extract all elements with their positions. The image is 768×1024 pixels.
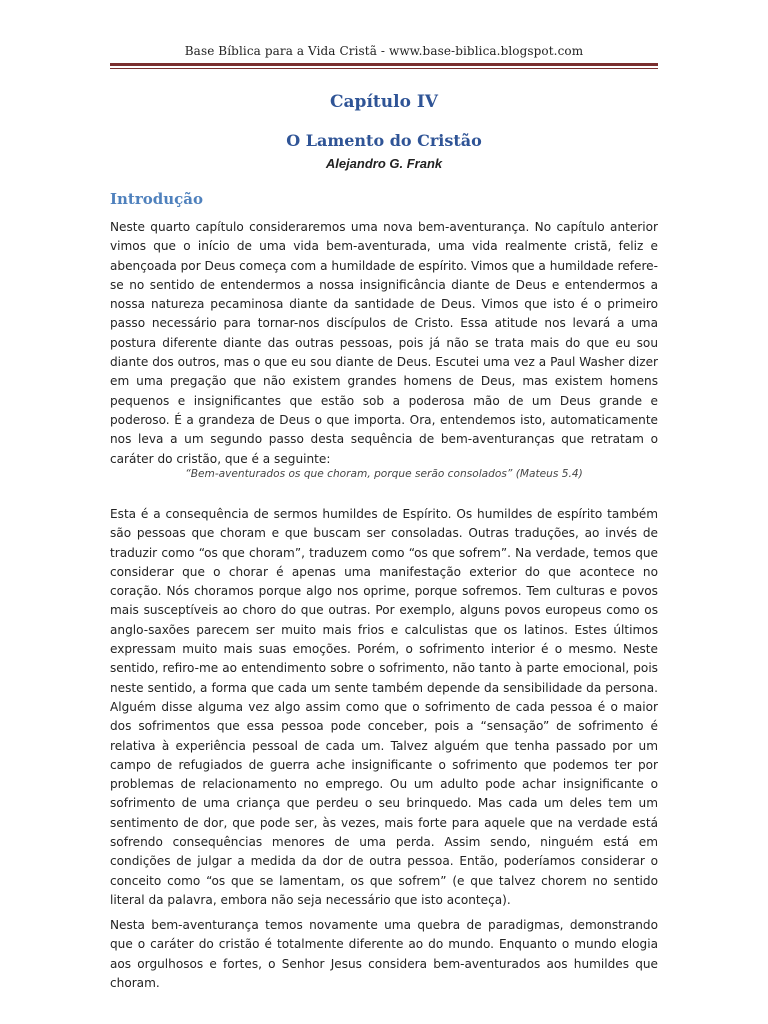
page-header: Base Bíblica para a Vida Cristã - www.base-biblica.blogspot.com bbox=[184, 44, 584, 58]
chapter-heading: Capítulo IV bbox=[330, 92, 438, 112]
author-name: Alejandro G. Frank bbox=[325, 156, 443, 171]
header-rule-thin bbox=[110, 68, 658, 69]
chapter-title: O Lamento do Cristão bbox=[286, 131, 482, 150]
section-heading: Introdução bbox=[110, 190, 204, 208]
paragraph-paradigm: Nesta bem-aventurança temos novamente uma quebra de paradigmas, demonstrando que o caráter do cristão é totalmente diferente ao do mundo. Enquanto o mundo elogia aos orgulhosos e fortes, o Senhor Jesus considera bem-aventurados aos humildes que choram. bbox=[110, 918, 658, 990]
scripture-quote: “Bem-aventurados os que choram, porque serão consolados” (Mateus 5.4) bbox=[185, 468, 583, 480]
paragraph-consequence: Esta é a consequência de sermos humildes de Espírito. Os humildes de espírito também são pessoas que choram e que buscam ser consoladas. Outras traduções, ao invés de traduzir como “os que choram”, traduzem como “os que sofrem”. Na verdade, temos que considerar que o chorar é apenas uma manifestação exterior do que acontece no coração. Nós choramos porque algo nos oprime, porque sofremos. Tem culturas e povos mais susceptíveis ao choro do que outras. Por exemplo, alguns povos europeus como os anglo-saxões parecem ser muito mais frios e calculistas que os latinos. Estes últimos expressam muito mais suas emoções. Porém, o sofrimento interior é o mesmo. Neste sentido, refiro-me ao entendimento sobre o sofrimento, não tanto à parte emocional, pois neste sentido, a forma que cada um sente também depende da sensibilidade da persona. Alguém disse alguma vez algo assim como que o sofrimento de cada pessoa é o maior dos sofrimentos que essa pessoa pode conceber, pois a “sensação” de sofrimento é relativa à experiência pessoal de cada um. Talvez alguém que tenha passado por um campo de refugiados de guerra ache insignificante o sofrimento que podemos ter por problemas de relacionamento no emprego. Ou um adulto pode achar insignificante o sofrimento de uma criança que perdeu o seu brinquedo. Mas cada um deles tem um sentimento de dor, que pode ser, às vezes, mais forte para aquele que na verdade está sofrendo consequências menores de uma perda. Assim sendo, ninguém está em condições de julgar a medida da dor de outra pessoa. Então, poderíamos considerar o conceito como “os que se lamentam, os que sofrem” (e que talvez chorem no sentido literal da palavra, embora não seja necessário que isto aconteça). bbox=[110, 507, 658, 907]
header-rule-thick bbox=[110, 63, 658, 66]
paragraph-intro: Neste quarto capítulo consideraremos uma nova bem-aventurança. No capítulo anterior vimos que o início de uma vida bem-aventurada, uma vida realmente cristã, feliz e abençoada por Deus começa com a humildade de espírito. Vimos que a humildade refere-se no sentido de entendermos a nossa insignificância diante de Deus e entendermos a nossa natureza pecaminosa diante da santidade de Deus. Vimos que isto é o primeiro passo necessário para tornar-nos discípulos de Cristo. Essa atitude nos levará a uma postura diferente diante das outras pessoas, pois já não se trata mais do que eu sou diante dos outros, mas o que eu sou diante de Deus. Escutei uma vez a Paul Washer dizer em uma pregação que não existem grandes homens de Deus, mas existem homens pequenos e insignificantes que estão sob a poderosa mão de um Deus grande e poderoso. É a grandeza de Deus o que importa. Ora, entendemos isto, automaticamente nos leva a um segundo passo desta sequência de bem-aventuranças que retratam o caráter do cristão, que é a seguinte: bbox=[110, 220, 658, 466]
